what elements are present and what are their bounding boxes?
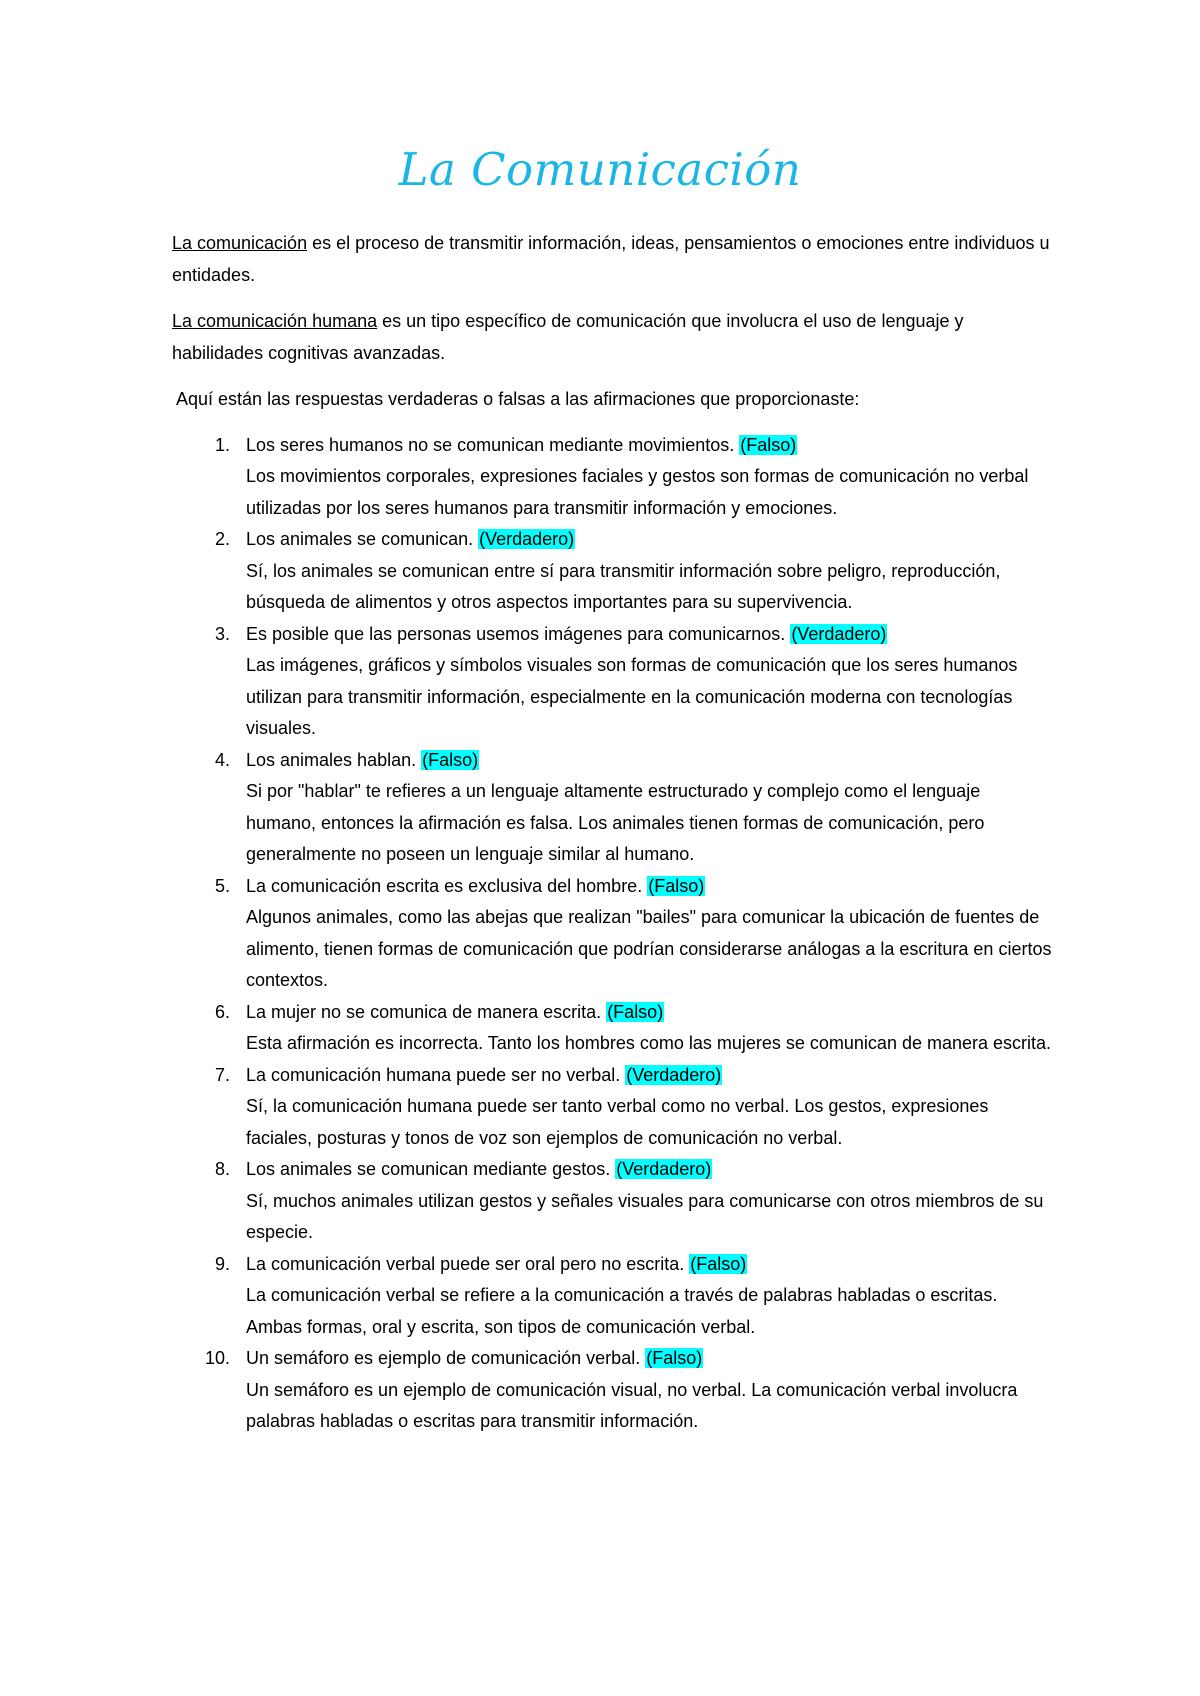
- item-statement: Los seres humanos no se comunican mediante movimientos.: [246, 434, 740, 455]
- definition-paragraph-human-communication: [172, 306, 1052, 369]
- list-item: [172, 871, 1052, 997]
- item-number: 2.: [214, 529, 230, 549]
- item-explanation: Sí, muchos animales utilizan gestos y señales visuales para comunicarse con otros miembros de su especie.: [246, 1190, 1044, 1242]
- item-statement: Es posible que las personas usemos imágenes para comunicarnos.: [246, 623, 791, 644]
- list-item: [172, 1343, 1052, 1438]
- list-item: [172, 430, 1052, 525]
- defined-term: La comunicación humana: [172, 311, 378, 331]
- list-item: [172, 619, 1052, 745]
- verdict-highlight: (Falso): [648, 875, 705, 896]
- item-explanation: Un semáforo es un ejemplo de comunicación visual, no verbal. La comunicación verbal involucra palabras habladas o escritas para transmitir información.: [246, 1379, 1018, 1431]
- definition-paragraph-communication: [172, 228, 1052, 291]
- verdict-highlight: (Falso): [646, 1348, 703, 1368]
- item-explanation: Sí, la comunicación humana puede ser tanto verbal como no verbal. Los gestos, expresiones faciales, posturas y tonos de voz son ejemplos de comunicación no verbal.: [246, 1096, 989, 1148]
- definition-text: es el proceso de transmitir información, ideas, pensamientos o emociones entre individuos u entidades.: [172, 233, 1050, 285]
- item-explanation: Los movimientos corporales, expresiones faciales y gestos son formas de comunicación no verbal utilizadas por los seres humanos para transmitir información y emociones.: [246, 466, 1029, 518]
- item-explanation: Si por "hablar" te refieres a un lenguaje altamente estructurado y complejo como el lenguaje humano, entonces la afirmación es falsa. Los animales tienen formas de comunicación, pero generalmente no poseen un lenguaje similar al humano.: [246, 781, 985, 864]
- answers-intro: Aquí están las respuestas verdaderas o falsas a las afirmaciones que proporcionaste:: [176, 389, 860, 409]
- verdict-highlight: (Falso): [607, 1001, 664, 1022]
- item-statement: La mujer no se comunica de manera escrita.: [246, 1001, 607, 1022]
- verdict-highlight: (Falso): [422, 749, 479, 770]
- verdict-highlight: (Falso): [740, 434, 797, 455]
- list-item: [172, 1154, 1052, 1249]
- verdict-highlight: (Verdadero): [479, 529, 575, 549]
- list-item: [172, 524, 1052, 619]
- list-item: [172, 1249, 1052, 1344]
- item-explanation: La comunicación verbal se refiere a la comunicación a través de palabras habladas o escritas. Ambas formas, oral y escrita, son tipos de comunicación verbal.: [246, 1285, 998, 1337]
- definition-text: es un tipo específico de comunicación que involucra el uso de lenguaje y habilidades cognitivas avanzadas.: [172, 311, 964, 363]
- item-number: 8.: [214, 1159, 230, 1179]
- item-statement: Los animales se comunican mediante gestos.: [246, 1159, 616, 1179]
- item-statement: La comunicación verbal puede ser oral pero no escrita.: [246, 1253, 690, 1274]
- document-body: [172, 228, 1052, 1438]
- verdict-highlight: (Verdadero): [626, 1064, 722, 1085]
- item-explanation: Sí, los animales se comunican entre sí para transmitir información sobre peligro, reproducción, búsqueda de alimentos y otros aspectos importantes para su supervivencia.: [246, 560, 1001, 612]
- verdict-highlight: (Verdadero): [791, 623, 887, 644]
- list-item: [172, 1060, 1052, 1155]
- item-number: 6.: [214, 1001, 230, 1022]
- item-number: 9.: [214, 1253, 230, 1274]
- item-statement: Los animales se comunican.: [246, 529, 479, 549]
- item-explanation: Algunos animales, como las abejas que realizan "bailes" para comunicar la ubicación de fuentes de alimento, tienen formas de comunicación que podrían considerarse análogas a la escritura en ciertos contextos.: [246, 907, 1052, 990]
- item-number: 7.: [214, 1064, 230, 1085]
- list-item: [172, 745, 1052, 871]
- item-statement: Los animales hablan.: [246, 749, 422, 770]
- item-statement: Un semáforo es ejemplo de comunicación verbal.: [246, 1348, 646, 1368]
- item-number: 5.: [214, 875, 230, 896]
- item-number: 10.: [204, 1348, 230, 1368]
- list-item: [172, 997, 1052, 1060]
- item-number: 1.: [214, 434, 230, 455]
- item-statement: La comunicación humana puede ser no verbal.: [246, 1064, 626, 1085]
- verdict-highlight: (Verdadero): [616, 1159, 712, 1179]
- item-number: 3.: [214, 623, 230, 644]
- item-explanation: Esta afirmación es incorrecta. Tanto los hombres como las mujeres se comunican de manera escrita.: [246, 1033, 1052, 1053]
- answers-list: [172, 430, 1052, 1438]
- item-explanation: Las imágenes, gráficos y símbolos visuales son formas de comunicación que los seres humanos utilizan para transmitir información, especialmente en la comunicación moderna con tecnologías visuales.: [246, 655, 1018, 738]
- item-statement: La comunicación escrita es exclusiva del hombre.: [246, 875, 648, 896]
- item-number: 4.: [214, 749, 230, 770]
- defined-term: La comunicación: [172, 233, 308, 253]
- document-title: La Comunicación: [398, 143, 802, 196]
- verdict-highlight: (Falso): [690, 1253, 747, 1274]
